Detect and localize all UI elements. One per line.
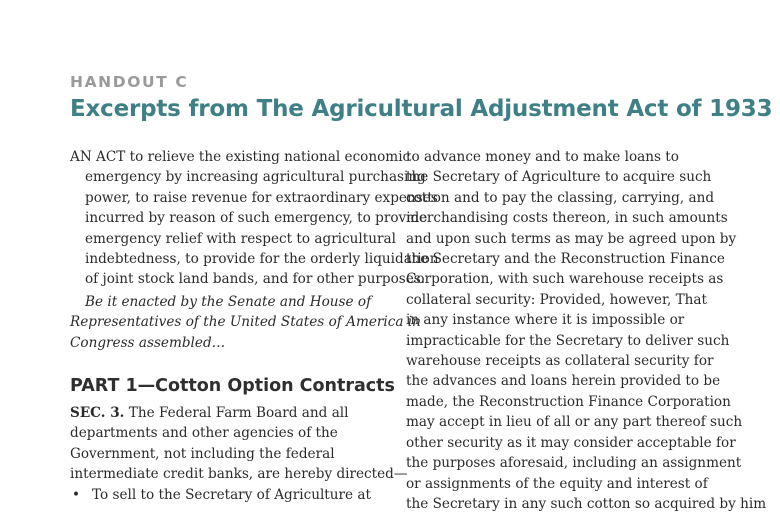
preamble-line: indebtedness, to provide for the orderly liquidation <box>85 251 439 268</box>
sec3-line: intermediate credit banks, are hereby directed— <box>70 466 408 483</box>
right-column-line: in any instance where it is impossible or <box>406 312 685 329</box>
right-column-line: and upon such terms as may be agreed upon by <box>406 230 737 247</box>
right-column-line: made, the Reconstruction Finance Corporation <box>406 393 731 410</box>
sec3-line: departments and other agencies of the <box>70 425 338 442</box>
right-column-line: may accept in lieu of all or any part thereof such <box>406 414 743 431</box>
handout-label: HANDOUT C <box>70 73 189 91</box>
preamble-line: of joint stock land bands, and for other purposes. <box>85 271 426 288</box>
sec3-label: SEC. 3. <box>70 405 125 422</box>
right-column-line: to advance money and to make loans to <box>406 149 679 165</box>
right-column-line: collateral security: Provided, however, That <box>406 291 707 308</box>
right-column-line: Corporation, with such warehouse receipts as <box>406 271 724 288</box>
right-column-line: the Secretary in any such cotton so acquired by him <box>406 495 767 512</box>
right-column-line: the Secretary and the Reconstruction Finance <box>406 251 725 268</box>
right-column-line: cotton and to pay the classing, carrying, and <box>406 189 715 206</box>
right-column-line: merchandising costs thereon, in such amounts <box>406 210 728 227</box>
right-column-line: other security as it may consider acceptable for <box>406 434 736 451</box>
section-heading: PART 1—Cotton Option Contracts <box>70 376 395 397</box>
enacting-line: Representatives of the United States of America in <box>70 314 421 331</box>
enacting-clause <box>70 292 421 353</box>
right-column-line: or assignments of the equity and interest of <box>406 475 708 492</box>
preamble-line: emergency by increasing agricultural purchasing <box>85 169 426 186</box>
right-column-line: the purposes aforesaid, including an assignment <box>406 455 742 472</box>
preamble-line: AN ACT to relieve the existing national economic <box>70 149 411 165</box>
section-3 <box>70 403 408 505</box>
bullet-icon: • <box>72 486 81 503</box>
bullet-text: To sell to the Secretary of Agriculture at <box>92 486 371 503</box>
document-title: Excerpts from The Agricultural Adjustment Act of 1933 <box>70 96 773 122</box>
right-column-line: the Secretary of Agriculture to acquire such <box>406 169 712 186</box>
right-column-line: impracticable for the Secretary to deliver such <box>406 332 730 349</box>
sec3-line: Government, not including the federal <box>70 445 335 462</box>
enacting-line: Congress assembled… <box>70 334 226 351</box>
enacting-line: Be it enacted by the Senate and House of <box>85 293 372 310</box>
act-preamble <box>70 147 439 290</box>
preamble-line: power, to raise revenue for extraordinary expenses <box>85 189 438 206</box>
right-column-line: warehouse receipts as collateral security for <box>406 353 714 370</box>
sec3-first-line: The Federal Farm Board and all <box>128 405 349 422</box>
right-column-line: the advances and loans herein provided to be <box>406 373 721 390</box>
preamble-line: emergency relief with respect to agricultural <box>85 230 396 247</box>
left-column <box>70 147 439 505</box>
preamble-line: incurred by reason of such emergency, to provide <box>85 210 428 227</box>
list-item <box>70 485 380 505</box>
right-column <box>406 147 767 514</box>
